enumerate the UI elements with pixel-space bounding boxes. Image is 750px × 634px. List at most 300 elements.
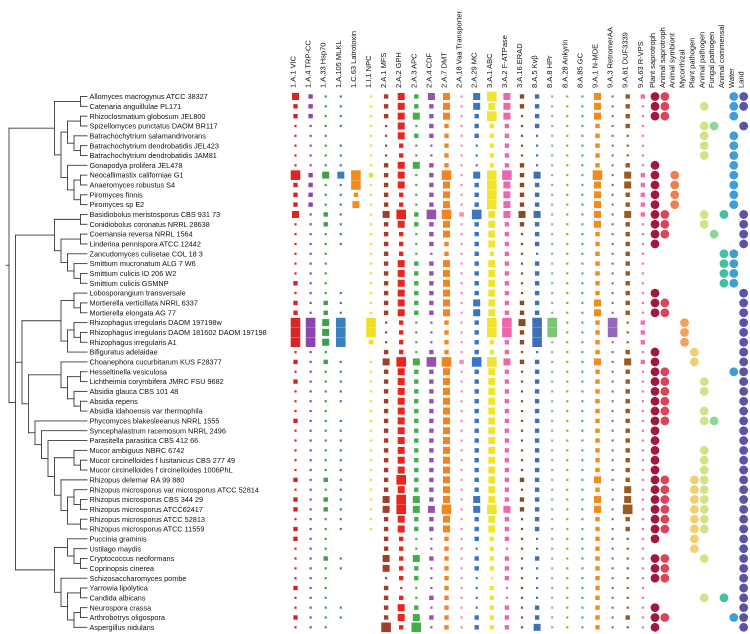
matrix-cell: [366, 318, 376, 328]
trait-dot: [651, 475, 660, 484]
matrix-cell: [535, 232, 539, 236]
matrix-cell: [291, 170, 301, 180]
matrix-cell: [566, 164, 568, 166]
matrix-cell: [384, 517, 388, 521]
trait-dot: [660, 407, 669, 416]
matrix-cell: [325, 95, 327, 97]
matrix-cell: [414, 134, 418, 138]
matrix-cell: [384, 458, 388, 462]
trait-dot: [739, 308, 748, 317]
matrix-cell: [461, 479, 463, 481]
trait-dot: [651, 505, 660, 514]
matrix-cell: [581, 508, 583, 510]
matrix-cell: [595, 419, 599, 423]
matrix-cell: [475, 556, 479, 560]
matrix-cell: [566, 282, 568, 284]
matrix-cell: [581, 135, 583, 137]
matrix-cell: [293, 193, 297, 197]
matrix-cell: [340, 567, 342, 569]
matrix-cell: [581, 253, 583, 255]
matrix-cell: [612, 204, 614, 206]
trait-dot: [729, 249, 738, 258]
species-label: Rhizopus microsporus ATCC 11559: [89, 524, 205, 534]
matrix-cell: [325, 135, 327, 137]
matrix-cell: [461, 498, 463, 500]
matrix-cell: [626, 468, 630, 472]
matrix-cell: [521, 430, 523, 432]
trait-dot: [739, 564, 748, 573]
species-label: Rhizophagus irregularis DAOM 197198w: [89, 318, 222, 328]
matrix-cell: [429, 242, 433, 246]
matrix-cell: [612, 508, 614, 510]
matrix-cell: [414, 478, 418, 482]
matrix-cell: [415, 125, 417, 127]
matrix-cell: [642, 538, 644, 540]
column-header-label: 1.A.105 MLKL: [333, 40, 343, 88]
matrix-cell: [612, 597, 614, 599]
matrix-cell: [551, 371, 553, 373]
matrix-cell: [294, 597, 296, 599]
matrix-cell: [612, 223, 614, 225]
matrix-cell: [444, 566, 448, 570]
matrix-cell: [461, 430, 463, 432]
matrix-cell: [566, 557, 568, 559]
matrix-cell: [581, 145, 583, 147]
matrix-cell: [412, 623, 422, 633]
column-header-label: 8.A.8 HPr: [545, 55, 555, 88]
matrix-cell: [627, 557, 629, 559]
matrix-cell: [429, 202, 433, 206]
matrix-cell: [595, 448, 599, 452]
matrix-cell: [521, 459, 523, 461]
matrix-cell: [442, 170, 452, 180]
matrix-cell: [642, 508, 644, 510]
matrix-cell: [642, 597, 644, 599]
matrix-cell: [624, 496, 631, 503]
matrix-cell: [521, 587, 523, 589]
matrix-cell: [642, 489, 644, 491]
matrix-cell: [414, 104, 418, 108]
matrix-cell: [626, 281, 630, 285]
matrix-cell: [626, 438, 630, 442]
matrix-cell: [291, 337, 301, 347]
matrix-cell: [398, 516, 405, 523]
matrix-cell: [340, 557, 342, 559]
trait-dot: [739, 495, 748, 504]
matrix-cell: [413, 555, 420, 562]
matrix-cell: [551, 341, 553, 343]
matrix-cell: [398, 614, 405, 621]
matrix-cell: [324, 360, 328, 364]
matrix-cell: [535, 94, 539, 98]
matrix-cell: [566, 626, 568, 628]
matrix-cell: [430, 253, 432, 255]
matrix-cell: [399, 350, 403, 354]
matrix-cell: [443, 427, 450, 434]
matrix-cell: [641, 212, 645, 216]
trait-dot: [729, 92, 738, 101]
species-label: Smittium culicis ID 206 W2: [89, 269, 177, 279]
matrix-cell: [641, 320, 645, 324]
trait-dot: [739, 466, 748, 475]
matrix-cell: [535, 360, 539, 364]
matrix-cell: [488, 231, 495, 238]
matrix-cell: [566, 341, 568, 343]
matrix-cell: [566, 489, 568, 491]
matrix-cell: [594, 201, 601, 208]
matrix-cell: [624, 172, 631, 179]
matrix-cell: [340, 616, 342, 618]
matrix-cell: [536, 548, 538, 550]
matrix-cell: [595, 163, 599, 167]
matrix-cell: [612, 174, 614, 176]
matrix-cell: [535, 488, 539, 492]
matrix-cell: [444, 340, 448, 344]
matrix-cell: [310, 489, 312, 491]
matrix-cell: [626, 242, 630, 246]
matrix-cell: [535, 114, 539, 118]
matrix-cell: [384, 399, 388, 403]
matrix-cell: [398, 378, 405, 385]
matrix-cell: [595, 527, 599, 531]
matrix-cell: [535, 301, 539, 305]
matrix-cell: [641, 330, 645, 334]
trait-dot: [690, 525, 699, 534]
matrix-cell: [310, 538, 312, 540]
matrix-cell: [294, 145, 296, 147]
matrix-cell: [490, 586, 494, 590]
matrix-cell: [310, 351, 312, 353]
trait-dot: [660, 220, 669, 229]
trait-dot: [720, 593, 729, 602]
column-header-label: 3.A.1 ABC: [484, 53, 494, 88]
matrix-cell: [475, 566, 479, 570]
matrix-cell: [429, 124, 433, 128]
species-label: Hesseltinella vesiculosa: [89, 367, 167, 377]
matrix-cell: [384, 546, 388, 550]
matrix-cell: [384, 438, 388, 442]
matrix-cell: [566, 577, 568, 579]
matrix-cell: [310, 439, 312, 441]
matrix-cell: [595, 281, 599, 285]
matrix-cell: [461, 577, 463, 579]
matrix-cell: [581, 154, 583, 156]
matrix-cell: [398, 172, 405, 179]
matrix-cell: [595, 143, 599, 147]
matrix-cell: [520, 311, 524, 315]
matrix-cell: [293, 379, 297, 383]
matrix-cell: [370, 125, 372, 127]
matrix-cell: [398, 604, 405, 611]
matrix-cell: [461, 567, 463, 569]
matrix-cell: [413, 506, 420, 513]
matrix-cell: [459, 360, 463, 364]
matrix-cell: [505, 350, 509, 354]
matrix-cell: [551, 302, 553, 304]
matrix-cell: [293, 419, 297, 423]
matrix-cell: [384, 527, 388, 531]
matrix-cell: [399, 143, 403, 147]
matrix-cell: [594, 211, 601, 218]
matrix-cell: [488, 378, 495, 385]
matrix-cell: [370, 518, 372, 520]
matrix-cell: [535, 478, 539, 482]
matrix-cell: [415, 321, 417, 323]
matrix-cell: [293, 497, 297, 501]
matrix-cell: [488, 417, 495, 424]
species-label: Absidia glauca CBS 101 48: [89, 387, 179, 396]
matrix-cell: [370, 243, 372, 245]
column-header-label: 2.A.1 MFS: [379, 52, 389, 88]
matrix-cell: [594, 309, 601, 316]
matrix-cell: [551, 194, 553, 196]
matrix-cell: [595, 546, 599, 550]
matrix-cell: [325, 469, 327, 471]
matrix-cell: [461, 410, 463, 412]
matrix-cell: [551, 164, 553, 166]
matrix-cell: [429, 173, 433, 177]
matrix-cell: [535, 202, 539, 206]
trait-dot: [651, 367, 660, 376]
matrix-cell: [398, 388, 405, 395]
column-header-label: 8.A.5 Kvβ: [530, 55, 540, 88]
matrix-cell: [520, 104, 524, 108]
trait-dot: [729, 279, 738, 288]
matrix-cell: [429, 389, 433, 393]
matrix-cell: [626, 389, 630, 393]
matrix-cell: [595, 330, 599, 334]
matrix-cell: [443, 476, 450, 483]
matrix-cell: [310, 253, 312, 255]
column-header-label: 1.A.1 VIC: [288, 55, 298, 88]
matrix-cell: [612, 577, 614, 579]
matrix-cell: [505, 556, 509, 560]
species-label: Piromyces sp E2: [89, 200, 145, 210]
matrix-cell: [581, 626, 583, 628]
species-label: Rhizopus microsporus CBS 344 29: [89, 495, 204, 505]
matrix-cell: [475, 124, 479, 128]
matrix-cell: [415, 184, 417, 186]
matrix-cell: [310, 263, 312, 265]
matrix-cell: [612, 538, 614, 540]
matrix-cell: [461, 164, 463, 166]
matrix-cell: [566, 105, 568, 107]
matrix-cell: [520, 340, 524, 344]
matrix-cell: [385, 145, 387, 147]
matrix-cell: [487, 318, 497, 328]
matrix-cell: [521, 567, 523, 569]
species-labels: [90, 92, 267, 632]
species-label: Parasitella parasitica CBS 412 66: [89, 436, 199, 446]
trait-dot: [700, 122, 709, 131]
matrix-cell: [641, 340, 645, 344]
matrix-cell: [415, 548, 417, 550]
matrix-cell: [581, 164, 583, 166]
matrix-cell: [384, 281, 388, 285]
matrix-cell: [399, 232, 403, 236]
matrix-cell: [535, 193, 539, 197]
matrix-cell: [627, 331, 629, 333]
column-header-label: 1.A.33 Hsp70: [318, 42, 328, 88]
matrix-cell: [414, 399, 418, 403]
matrix-cell: [293, 360, 297, 364]
matrix-cell: [535, 124, 539, 128]
matrix-cell: [551, 626, 553, 628]
matrix-cell: [306, 337, 316, 347]
matrix-cell: [429, 419, 433, 423]
matrix-cell: [340, 194, 342, 196]
matrix-cell: [566, 361, 568, 363]
trait-dot: [651, 200, 660, 209]
matrix-cell: [642, 243, 644, 245]
matrix-cell: [503, 211, 510, 218]
matrix-cell: [490, 625, 494, 629]
matrix-cell: [581, 528, 583, 530]
matrix-cell: [612, 400, 614, 402]
matrix-cell: [520, 94, 524, 98]
matrix-cell: [443, 299, 450, 306]
species-label: Mucor ambiguus NBRC 6742: [89, 445, 185, 455]
species-label: Conidiobolus coronatus NRRL 28638: [89, 219, 210, 229]
matrix-cell: [310, 607, 312, 609]
matrix-cell: [642, 430, 644, 432]
trait-dot: [739, 318, 748, 327]
matrix-cell: [566, 469, 568, 471]
matrix-cell: [370, 223, 372, 225]
matrix-cell: [536, 164, 538, 166]
matrix-cell: [475, 527, 479, 531]
ecology-trait-grid: [651, 92, 748, 632]
matrix-cell: [551, 272, 553, 274]
matrix-cell: [521, 390, 523, 392]
matrix-cell: [370, 194, 372, 196]
matrix-cell: [535, 507, 539, 511]
matrix-cell: [294, 371, 296, 373]
matrix-cell: [385, 577, 387, 579]
matrix-cell: [325, 449, 327, 451]
matrix-cell: [535, 527, 539, 531]
matrix-cell: [626, 124, 630, 128]
matrix-cell: [475, 350, 479, 354]
column-header-label: 2.A.4 CDF: [424, 52, 434, 88]
matrix-cell: [476, 164, 478, 166]
matrix-cell: [488, 309, 495, 316]
matrix-cell: [293, 301, 297, 305]
matrix-cell: [473, 93, 480, 100]
matrix-cell: [505, 124, 509, 128]
matrix-cell: [370, 439, 372, 441]
matrix-cell: [325, 233, 327, 235]
trait-dot: [660, 554, 669, 563]
matrix-cell: [475, 261, 479, 265]
matrix-cell: [369, 340, 373, 344]
matrix-cell: [505, 438, 509, 442]
matrix-cell: [566, 616, 568, 618]
matrix-cell: [476, 597, 478, 599]
matrix-cell: [535, 104, 539, 108]
matrix-cell: [384, 379, 388, 383]
matrix-cell: [325, 263, 327, 265]
trait-dot: [739, 603, 748, 612]
trait-dot: [651, 190, 660, 199]
matrix-cell: [384, 389, 388, 393]
matrix-cell: [325, 400, 327, 402]
matrix-cell: [475, 488, 479, 492]
matrix-cell: [505, 566, 509, 570]
matrix-cell: [310, 292, 312, 294]
matrix-cell: [608, 328, 618, 338]
matrix-cell: [461, 380, 463, 382]
trait-dot: [651, 387, 660, 396]
matrix-cell: [384, 350, 388, 354]
matrix-cell: [414, 281, 418, 285]
matrix-cell: [581, 430, 583, 432]
matrix-cell: [581, 321, 583, 323]
matrix-cell: [337, 172, 344, 179]
matrix-cell: [612, 145, 614, 147]
matrix-cell: [626, 232, 630, 236]
trait-dot: [739, 416, 748, 425]
matrix-cell: [340, 528, 342, 530]
trait-dot: [700, 593, 709, 602]
column-header-label: 9.A.3 RetromerAA: [605, 27, 615, 88]
matrix-cell: [595, 615, 599, 619]
matrix-cell: [581, 390, 583, 392]
matrix-cell: [505, 252, 509, 256]
matrix-cell: [415, 331, 417, 333]
matrix-cell: [430, 538, 432, 540]
matrix-cell: [642, 577, 644, 579]
matrix-cell: [340, 390, 342, 392]
column-header-label: 3.A.2 F-ATPase: [499, 35, 509, 88]
matrix-cell: [294, 548, 296, 550]
trait-dot: [690, 505, 699, 514]
matrix-cell: [551, 616, 553, 618]
matrix-cell: [294, 233, 296, 235]
matrix-cell: [642, 616, 644, 618]
matrix-cell: [505, 271, 509, 275]
matrix-cell: [398, 162, 405, 169]
matrix-cell: [595, 537, 599, 541]
matrix-cell: [461, 557, 463, 559]
matrix-cell: [444, 546, 448, 550]
matrix-cell: [594, 93, 601, 100]
matrix-cell: [475, 399, 479, 403]
trait-dot: [651, 446, 660, 455]
matrix-cell: [443, 93, 450, 100]
matrix-cell: [612, 616, 614, 618]
matrix-cell: [336, 318, 346, 328]
matrix-cell: [642, 292, 644, 294]
matrix-cell: [581, 567, 583, 569]
matrix-cell: [551, 380, 553, 382]
matrix-cell: [535, 271, 539, 275]
trait-dot: [700, 407, 709, 416]
matrix-cell: [520, 183, 524, 187]
matrix-cell: [475, 330, 479, 334]
matrix-cell: [581, 223, 583, 225]
trait-dot: [739, 230, 748, 239]
matrix-cell: [444, 153, 448, 157]
species-label: Ustilago maydis: [89, 544, 142, 554]
matrix-cell: [490, 350, 494, 354]
trait-dot: [710, 416, 719, 425]
matrix-cell: [398, 437, 405, 444]
matrix-cell: [429, 114, 433, 118]
matrix-cell: [627, 587, 629, 589]
matrix-cell: [595, 252, 599, 256]
matrix-cell: [488, 486, 495, 493]
